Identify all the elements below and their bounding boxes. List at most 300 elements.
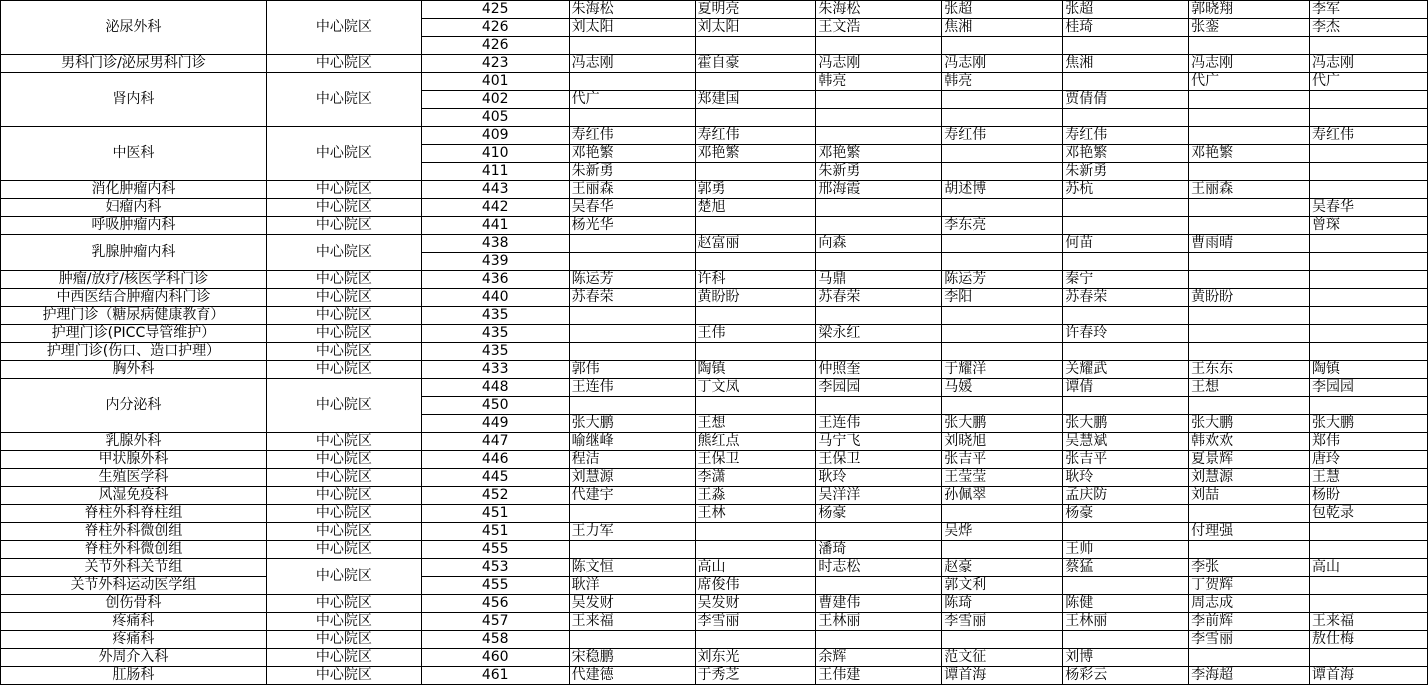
campus-cell: 中心院区 (266, 433, 421, 451)
table-row (1, 379, 1428, 397)
doctor-cell: 吴春华 (1310, 199, 1428, 217)
room-number-cell: 441 (421, 217, 569, 235)
room-number-cell: 423 (421, 55, 569, 73)
room-number-cell: 457 (421, 613, 569, 631)
doctor-cell: 李雪丽 (695, 613, 816, 631)
campus-cell: 中心院区 (266, 613, 421, 631)
room-number-cell: 453 (421, 559, 569, 577)
doctor-cell (569, 325, 695, 343)
doctor-cell: 王慧 (1310, 469, 1428, 487)
doctor-cell: 王淼 (695, 487, 816, 505)
doctor-cell (1310, 145, 1428, 163)
doctor-cell (1063, 199, 1189, 217)
doctor-cell (816, 523, 942, 541)
room-number-cell: 425 (421, 1, 569, 19)
department-cell: 关节外科运动医学组 (1, 577, 267, 595)
doctor-cell: 李雪丽 (1189, 631, 1310, 649)
doctor-cell: 桂琦 (1063, 19, 1189, 37)
doctor-cell (1310, 397, 1428, 415)
doctor-cell: 向森 (816, 235, 942, 253)
doctor-cell: 吴慧斌 (1063, 433, 1189, 451)
doctor-cell (1189, 91, 1310, 109)
doctor-cell: 李潇 (695, 469, 816, 487)
doctor-cell: 李雪丽 (942, 613, 1063, 631)
doctor-cell (1063, 307, 1189, 325)
doctor-cell: 张大鹏 (1189, 415, 1310, 433)
doctor-cell: 夏景辉 (1189, 451, 1310, 469)
doctor-cell (942, 505, 1063, 523)
doctor-cell: 寿红伟 (1063, 127, 1189, 145)
department-cell: 脊柱外科微创组 (1, 523, 267, 541)
department-cell: 肛肠科 (1, 667, 267, 685)
doctor-cell: 王想 (695, 415, 816, 433)
doctor-cell (695, 109, 816, 127)
doctor-cell: 王伟建 (816, 667, 942, 685)
doctor-cell: 张吉平 (1063, 451, 1189, 469)
doctor-cell: 韩亮 (816, 73, 942, 91)
doctor-cell (695, 163, 816, 181)
table-row (1, 271, 1428, 289)
doctor-cell: 焦湘 (1063, 55, 1189, 73)
table-row (1, 667, 1428, 685)
doctor-cell: 韩亮 (942, 73, 1063, 91)
doctor-cell (942, 235, 1063, 253)
doctor-cell: 张大鹏 (569, 415, 695, 433)
doctor-cell: 仲照奎 (816, 361, 942, 379)
doctor-cell: 刘博 (1063, 649, 1189, 667)
department-cell: 肿瘤/放疗/核医学科门诊 (1, 271, 267, 289)
doctor-cell: 耿洋 (569, 577, 695, 595)
doctor-cell (1189, 253, 1310, 271)
room-number-cell: 438 (421, 235, 569, 253)
doctor-cell: 邓艳繁 (1063, 145, 1189, 163)
doctor-cell: 代广 (569, 91, 695, 109)
doctor-cell: 蔡猛 (1063, 559, 1189, 577)
room-number-cell: 435 (421, 325, 569, 343)
doctor-cell (1063, 109, 1189, 127)
room-number-cell: 455 (421, 541, 569, 559)
doctor-cell: 朱海松 (569, 1, 695, 19)
doctor-cell (1310, 235, 1428, 253)
doctor-cell: 邓艳繁 (695, 145, 816, 163)
doctor-cell: 王丽森 (569, 181, 695, 199)
doctor-cell (1063, 577, 1189, 595)
department-cell: 中医科 (1, 127, 267, 181)
room-number-cell: 442 (421, 199, 569, 217)
doctor-cell: 马宁飞 (816, 433, 942, 451)
campus-cell: 中心院区 (266, 469, 421, 487)
table-row (1, 235, 1428, 253)
doctor-cell: 王保卫 (695, 451, 816, 469)
doctor-cell (816, 217, 942, 235)
doctor-cell (1310, 649, 1428, 667)
doctor-cell: 张超 (1063, 1, 1189, 19)
doctor-cell (942, 253, 1063, 271)
campus-cell: 中心院区 (266, 649, 421, 667)
doctor-cell (1189, 325, 1310, 343)
doctor-cell: 敖仕梅 (1310, 631, 1428, 649)
doctor-cell (1189, 343, 1310, 361)
campus-cell: 中心院区 (266, 343, 421, 361)
doctor-cell (569, 541, 695, 559)
doctor-cell: 陈运芳 (569, 271, 695, 289)
table-row (1, 487, 1428, 505)
department-cell: 乳腺外科 (1, 433, 267, 451)
table-row (1, 325, 1428, 343)
doctor-cell (816, 631, 942, 649)
doctor-cell: 李军 (1310, 1, 1428, 19)
doctor-cell (942, 109, 1063, 127)
doctor-cell: 王帅 (1063, 541, 1189, 559)
doctor-cell: 李前辉 (1189, 613, 1310, 631)
room-number-cell: 452 (421, 487, 569, 505)
doctor-cell (695, 253, 816, 271)
table-row (1, 649, 1428, 667)
table-row (1, 505, 1428, 523)
campus-cell: 中心院区 (266, 235, 421, 271)
doctor-cell (1310, 577, 1428, 595)
doctor-cell: 陶镇 (1310, 361, 1428, 379)
table-row (1, 343, 1428, 361)
table-row (1, 307, 1428, 325)
doctor-cell: 王保卫 (816, 451, 942, 469)
doctor-cell: 杨豪 (1063, 505, 1189, 523)
campus-cell: 中心院区 (266, 451, 421, 469)
doctor-cell: 喻继峰 (569, 433, 695, 451)
doctor-cell (569, 109, 695, 127)
doctor-cell (1310, 289, 1428, 307)
doctor-cell: 丁贺辉 (1189, 577, 1310, 595)
doctor-cell: 陶镇 (695, 361, 816, 379)
doctor-cell: 赵豪 (942, 559, 1063, 577)
department-cell: 生殖医学科 (1, 469, 267, 487)
doctor-cell: 王伟 (695, 325, 816, 343)
doctor-cell (1310, 37, 1428, 55)
doctor-cell: 吴发财 (695, 595, 816, 613)
room-number-cell: 446 (421, 451, 569, 469)
doctor-cell: 李园园 (816, 379, 942, 397)
doctor-cell: 邓艳繁 (1189, 145, 1310, 163)
doctor-cell: 张大鹏 (1063, 415, 1189, 433)
doctor-cell (816, 253, 942, 271)
doctor-cell (942, 307, 1063, 325)
doctor-cell: 王来福 (1310, 613, 1428, 631)
doctor-cell: 吴洋洋 (816, 487, 942, 505)
doctor-cell: 冯志刚 (816, 55, 942, 73)
doctor-cell: 梁永红 (816, 325, 942, 343)
doctor-cell (1310, 541, 1428, 559)
campus-cell: 中心院区 (266, 127, 421, 181)
doctor-cell: 孙佩翠 (942, 487, 1063, 505)
table-row (1, 433, 1428, 451)
doctor-cell (1063, 343, 1189, 361)
campus-cell: 中心院区 (266, 289, 421, 307)
doctor-cell (1189, 37, 1310, 55)
doctor-cell (1310, 523, 1428, 541)
room-number-cell: 440 (421, 289, 569, 307)
table-row (1, 289, 1428, 307)
doctor-cell (942, 541, 1063, 559)
department-cell: 护理门诊(伤口、造口护理） (1, 343, 267, 361)
doctor-cell (695, 343, 816, 361)
doctor-cell: 孟庆防 (1063, 487, 1189, 505)
doctor-cell (1063, 73, 1189, 91)
doctor-cell (569, 253, 695, 271)
doctor-cell: 余辉 (816, 649, 942, 667)
table-row (1, 523, 1428, 541)
doctor-cell: 王林 (695, 505, 816, 523)
department-cell: 脊柱外科脊柱组 (1, 505, 267, 523)
doctor-cell (1310, 253, 1428, 271)
doctor-cell: 熊红点 (695, 433, 816, 451)
table-row (1, 199, 1428, 217)
room-number-cell: 402 (421, 91, 569, 109)
doctor-cell: 王来福 (569, 613, 695, 631)
doctor-cell: 秦宁 (1063, 271, 1189, 289)
doctor-cell: 刘慧源 (569, 469, 695, 487)
campus-cell: 中心院区 (266, 559, 421, 595)
table-row (1, 361, 1428, 379)
doctor-cell (1189, 199, 1310, 217)
department-cell: 中西医结合肿瘤内科门诊 (1, 289, 267, 307)
table-row (1, 577, 1428, 595)
doctor-cell (816, 91, 942, 109)
doctor-cell (816, 577, 942, 595)
doctor-cell: 陈运芳 (942, 271, 1063, 289)
doctor-cell: 代广 (1189, 73, 1310, 91)
room-number-cell: 449 (421, 415, 569, 433)
table-row (1, 469, 1428, 487)
doctor-cell: 范文征 (942, 649, 1063, 667)
doctor-cell: 寿红伟 (1310, 127, 1428, 145)
doctor-cell: 张吉平 (942, 451, 1063, 469)
doctor-cell (942, 631, 1063, 649)
room-number-cell: 451 (421, 523, 569, 541)
campus-cell: 中心院区 (266, 217, 421, 235)
doctor-cell (569, 73, 695, 91)
doctor-cell: 张大鹏 (1310, 415, 1428, 433)
doctor-cell: 苏春荣 (1063, 289, 1189, 307)
doctor-cell: 郑伟 (1310, 433, 1428, 451)
doctor-cell: 杨光华 (569, 217, 695, 235)
doctor-cell (942, 343, 1063, 361)
doctor-cell: 王连伟 (569, 379, 695, 397)
doctor-cell: 王林丽 (816, 613, 942, 631)
doctor-cell (1063, 397, 1189, 415)
doctor-cell: 王力军 (569, 523, 695, 541)
doctor-cell: 陈琦 (942, 595, 1063, 613)
doctor-cell: 程洁 (569, 451, 695, 469)
doctor-cell (942, 163, 1063, 181)
doctor-cell: 高山 (1310, 559, 1428, 577)
doctor-cell (1310, 595, 1428, 613)
doctor-cell: 苏春荣 (816, 289, 942, 307)
doctor-cell (1189, 397, 1310, 415)
doctor-cell: 吴烨 (942, 523, 1063, 541)
doctor-cell: 李杰 (1310, 19, 1428, 37)
room-number-cell: 435 (421, 307, 569, 325)
doctor-cell: 付理强 (1189, 523, 1310, 541)
doctor-cell: 马鼎 (816, 271, 942, 289)
doctor-cell: 张銮 (1189, 19, 1310, 37)
doctor-cell: 潘琦 (816, 541, 942, 559)
doctor-cell: 高山 (695, 559, 816, 577)
room-number-cell: 405 (421, 109, 569, 127)
doctor-cell (816, 37, 942, 55)
table-row (1, 541, 1428, 559)
doctor-cell: 曾琛 (1310, 217, 1428, 235)
doctor-cell: 杨盼 (1310, 487, 1428, 505)
doctor-cell: 邓艳繁 (816, 145, 942, 163)
doctor-cell: 许春玲 (1063, 325, 1189, 343)
room-number-cell: 456 (421, 595, 569, 613)
doctor-cell: 朱新勇 (816, 163, 942, 181)
department-cell: 妇瘤内科 (1, 199, 267, 217)
doctor-cell: 宋稳鹏 (569, 649, 695, 667)
doctor-cell (942, 199, 1063, 217)
department-cell: 胸外科 (1, 361, 267, 379)
doctor-cell: 朱新勇 (1063, 163, 1189, 181)
doctor-cell: 吴春华 (569, 199, 695, 217)
doctor-cell: 郑建国 (695, 91, 816, 109)
doctor-cell: 陈健 (1063, 595, 1189, 613)
doctor-cell: 刘喆 (1189, 487, 1310, 505)
doctor-cell: 郭文利 (942, 577, 1063, 595)
doctor-cell: 何苗 (1063, 235, 1189, 253)
doctor-cell (695, 523, 816, 541)
campus-cell: 中心院区 (266, 307, 421, 325)
campus-cell: 中心院区 (266, 667, 421, 685)
table-row (1, 559, 1428, 577)
doctor-cell: 冯志刚 (569, 55, 695, 73)
doctor-cell: 谭首海 (942, 667, 1063, 685)
campus-cell: 中心院区 (266, 271, 421, 289)
campus-cell: 中心院区 (266, 523, 421, 541)
campus-cell: 中心院区 (266, 55, 421, 73)
doctor-cell: 谭首海 (1310, 667, 1428, 685)
doctor-cell: 李海超 (1189, 667, 1310, 685)
room-number-cell: 439 (421, 253, 569, 271)
doctor-cell: 杨彩云 (1063, 667, 1189, 685)
doctor-cell: 刘慧源 (1189, 469, 1310, 487)
doctor-cell: 曹雨晴 (1189, 235, 1310, 253)
campus-cell: 中心院区 (266, 361, 421, 379)
doctor-cell (1189, 163, 1310, 181)
doctor-cell: 席俊伟 (695, 577, 816, 595)
doctor-cell (1189, 307, 1310, 325)
doctor-cell (816, 109, 942, 127)
room-number-cell: 450 (421, 397, 569, 415)
doctor-cell: 曹建伟 (816, 595, 942, 613)
room-number-cell: 436 (421, 271, 569, 289)
doctor-cell: 张超 (942, 1, 1063, 19)
doctor-cell (569, 37, 695, 55)
doctor-cell (942, 325, 1063, 343)
doctor-cell (1310, 109, 1428, 127)
doctor-cell: 陈文恒 (569, 559, 695, 577)
doctor-cell: 王丽森 (1189, 181, 1310, 199)
doctor-cell: 马媛 (942, 379, 1063, 397)
doctor-cell (569, 505, 695, 523)
doctor-cell (1063, 253, 1189, 271)
doctor-cell (1310, 343, 1428, 361)
room-number-cell: 433 (421, 361, 569, 379)
doctor-cell: 谭倩 (1063, 379, 1189, 397)
doctor-cell: 张大鹏 (942, 415, 1063, 433)
doctor-cell: 寿红伟 (695, 127, 816, 145)
doctor-cell: 刘晓旭 (942, 433, 1063, 451)
doctor-cell: 李张 (1189, 559, 1310, 577)
campus-cell: 中心院区 (266, 541, 421, 559)
doctor-cell (1189, 271, 1310, 289)
department-cell: 泌尿外科 (1, 1, 267, 55)
department-cell: 脊柱外科微创组 (1, 541, 267, 559)
department-cell: 创伤骨科 (1, 595, 267, 613)
room-number-cell: 445 (421, 469, 569, 487)
doctor-cell (569, 631, 695, 649)
room-number-cell: 458 (421, 631, 569, 649)
room-number-cell: 455 (421, 577, 569, 595)
doctor-cell (1310, 181, 1428, 199)
room-number-cell: 426 (421, 19, 569, 37)
department-cell: 甲状腺外科 (1, 451, 267, 469)
department-cell: 关节外科关节组 (1, 559, 267, 577)
table-row (1, 181, 1428, 199)
department-cell: 护理门诊（糖尿病健康教育） (1, 307, 267, 325)
doctor-cell (1310, 163, 1428, 181)
doctor-cell: 苏春荣 (569, 289, 695, 307)
room-number-cell: 448 (421, 379, 569, 397)
department-cell: 消化肿瘤内科 (1, 181, 267, 199)
doctor-cell: 黄盼盼 (1189, 289, 1310, 307)
department-cell: 外周介入科 (1, 649, 267, 667)
doctor-cell: 王文浩 (816, 19, 942, 37)
doctor-cell (1310, 91, 1428, 109)
doctor-cell: 胡述博 (942, 181, 1063, 199)
doctor-cell: 贾倩倩 (1063, 91, 1189, 109)
room-number-cell: 443 (421, 181, 569, 199)
doctor-cell: 王莹莹 (942, 469, 1063, 487)
doctor-cell: 冯志刚 (1310, 55, 1428, 73)
doctor-cell (1063, 631, 1189, 649)
doctor-cell (695, 397, 816, 415)
room-number-cell: 451 (421, 505, 569, 523)
table-row (1, 217, 1428, 235)
doctor-cell: 周志成 (1189, 595, 1310, 613)
room-number-cell: 401 (421, 73, 569, 91)
doctor-cell: 黄盼盼 (695, 289, 816, 307)
campus-cell: 中心院区 (266, 181, 421, 199)
campus-cell: 中心院区 (266, 325, 421, 343)
table-row (1, 1, 1428, 19)
doctor-cell: 郭晓翔 (1189, 1, 1310, 19)
doctor-cell (816, 127, 942, 145)
doctor-cell (1063, 37, 1189, 55)
doctor-cell (1063, 217, 1189, 235)
doctor-cell (1189, 649, 1310, 667)
table-row (1, 595, 1428, 613)
doctor-cell: 朱新勇 (569, 163, 695, 181)
doctor-cell: 焦湘 (942, 19, 1063, 37)
doctor-cell: 耿玲 (816, 469, 942, 487)
doctor-cell: 李东亮 (942, 217, 1063, 235)
doctor-cell: 李园园 (1310, 379, 1428, 397)
doctor-cell: 王东东 (1189, 361, 1310, 379)
doctor-cell: 丁文凤 (695, 379, 816, 397)
doctor-cell: 赵富丽 (695, 235, 816, 253)
doctor-cell (569, 397, 695, 415)
campus-cell: 中心院区 (266, 199, 421, 217)
